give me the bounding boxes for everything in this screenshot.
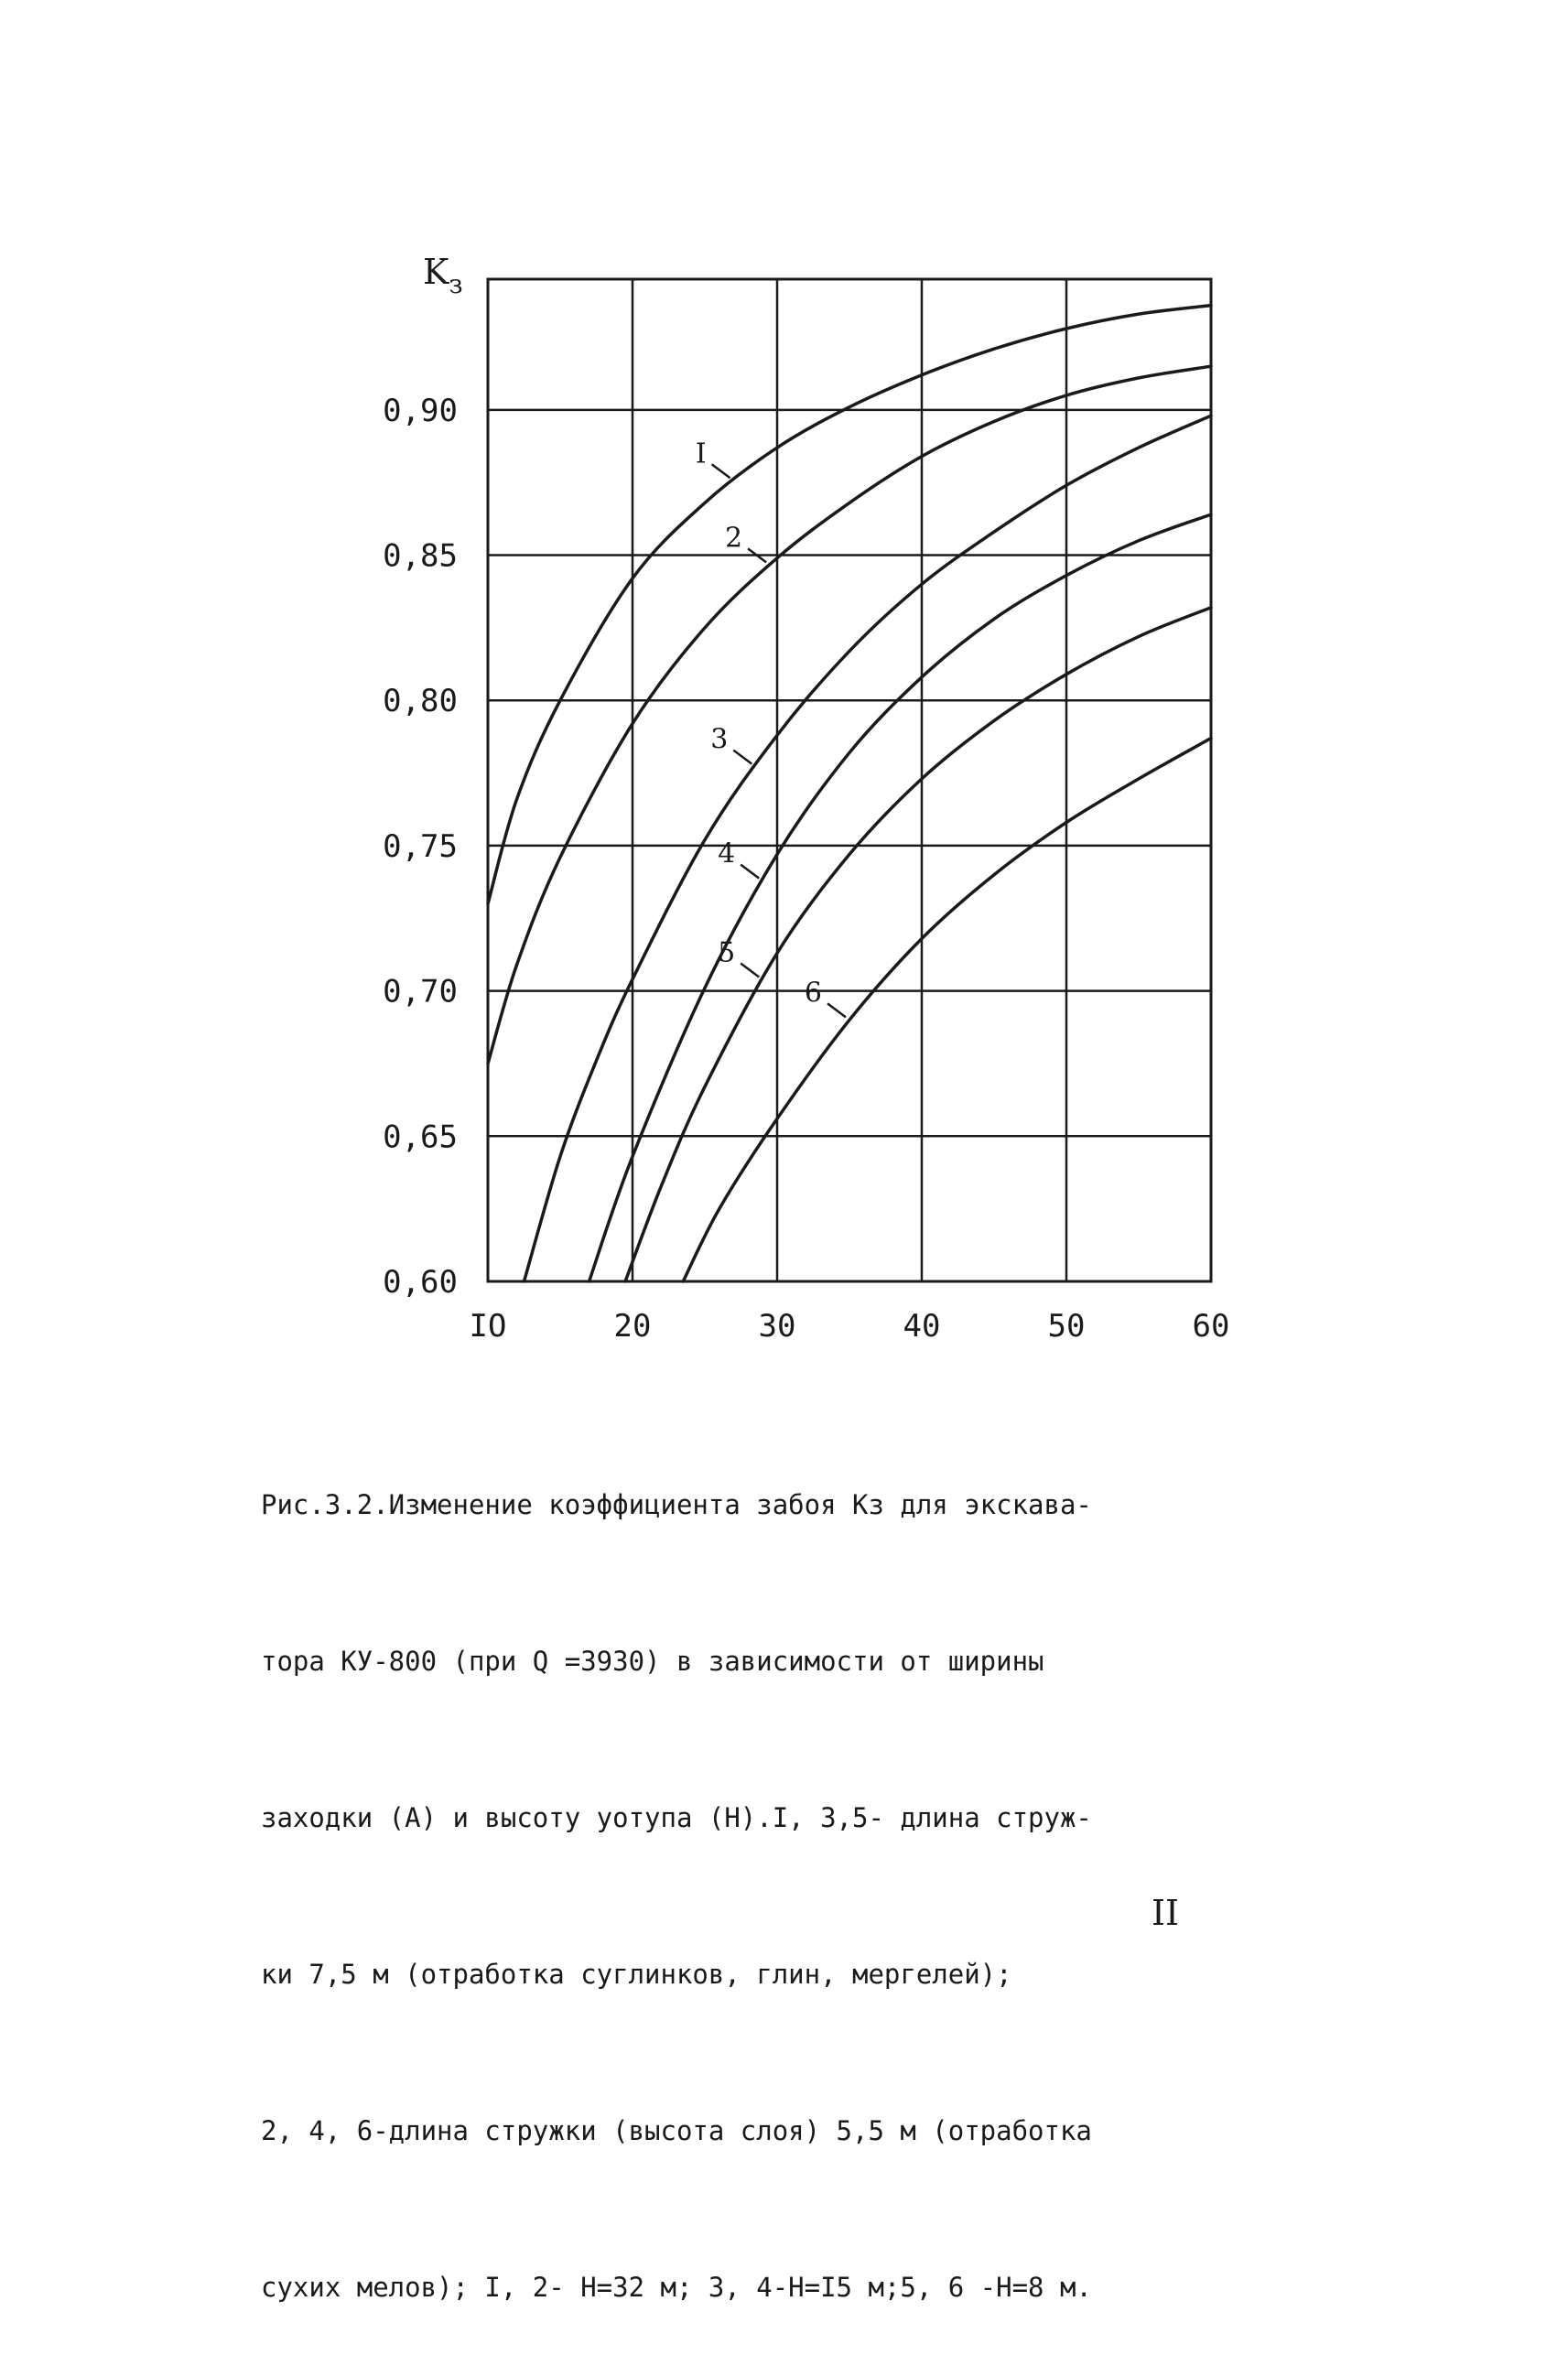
curve-label-leader [733,751,752,764]
x-tick-label: 40 [903,1308,941,1345]
curve-6 [683,739,1211,1282]
x-tick-label: 50 [1047,1308,1086,1345]
y-tick-label: 0,60 [383,1264,458,1301]
curve-label-leader [741,865,759,879]
curve-label-leader [712,464,730,478]
curve-I [488,306,1211,904]
figure-caption [261,1375,1249,2366]
y-tick-label: 0,75 [383,827,458,865]
x-tick-label: 20 [613,1308,652,1345]
caption-line: 2, 4, 6-длина стружки (высота слоя) 5,5 м (отработка [261,2115,1092,2146]
chart-frame [488,279,1211,1281]
curve-label-5: 5 [718,936,736,969]
chart-curves [488,306,1211,1281]
curve-2 [488,366,1211,1064]
curve-label-4: 4 [718,837,736,870]
plot-border [488,279,1211,1281]
caption-line: ки 7,5 м (отработка суглинков, глин, мергелей); [261,1959,1012,1990]
y-axis-label-main: K [423,252,449,292]
y-tick-labels [383,393,458,1301]
caption-line: сухих мелов); I, 2- Н=32 м; 3, 4-Н=I5 м;5, 6 -Н=8 м. [261,2272,1092,2303]
curve-label-2: 2 [725,522,743,555]
curve-4 [589,514,1211,1281]
curve-label-6: 6 [804,977,822,1010]
curve-label-3: 3 [710,723,729,756]
x-tick-label: 30 [758,1308,796,1345]
caption-line: Рис.3.2.Изменение коэффициента забоя Kз для экскава- [261,1489,1092,1520]
x-tick-label: 60 [1192,1308,1230,1345]
y-tick-label: 0,85 [383,537,458,575]
y-tick-label: 0,70 [383,973,458,1010]
page-number: II [1152,1893,1180,1933]
y-axis-label [423,252,463,299]
chart-grid [488,279,1211,1281]
curve-label-leader [827,1003,846,1017]
y-tick-label: 0,80 [383,683,458,720]
curve-label-leader [741,964,759,978]
x-tick-labels [470,1308,1230,1345]
caption-line: тора КУ-800 (при Q =3930) в зависимости от ширины [261,1646,1044,1677]
caption-line: заходки (А) и высоту уотупа (Н).I, 3,5- длина струж- [261,1802,1092,1833]
curve-3 [524,416,1212,1281]
curve-label-I: I [695,438,707,470]
curve-labels [696,438,846,1017]
y-tick-label: 0,65 [383,1118,458,1156]
x-tick-label: IO [469,1308,507,1345]
y-tick-label: 0,90 [383,392,458,429]
y-axis-label-subscript: з [449,269,463,299]
